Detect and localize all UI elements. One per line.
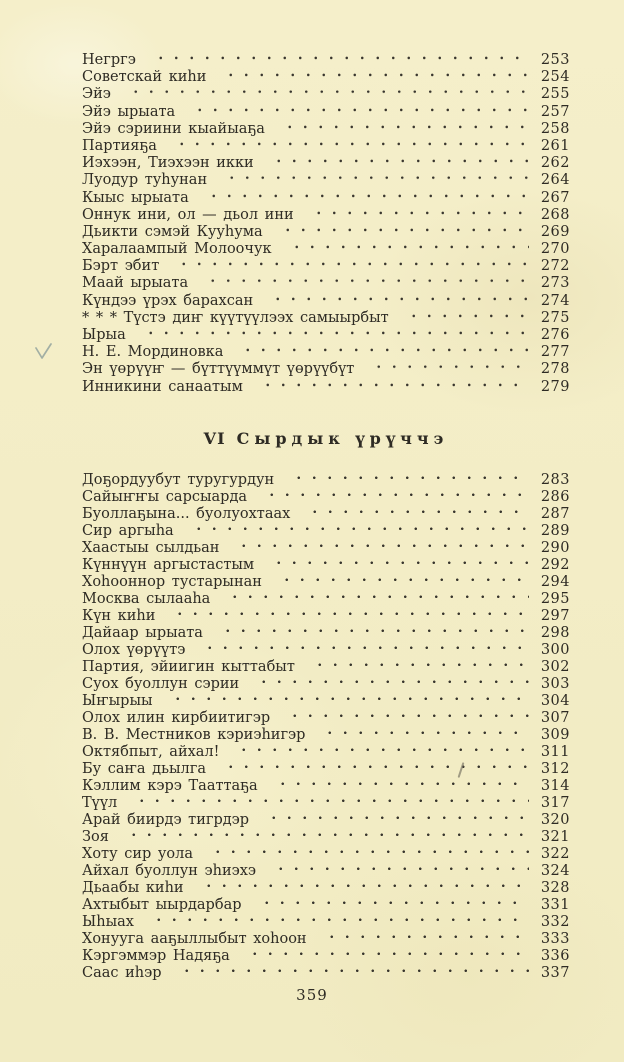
dot-leader [221,761,529,778]
dot-leader [170,608,529,625]
toc-entry [82,523,570,540]
toc-entry-title: Партияҕа [82,137,157,154]
dot-leader [190,104,529,121]
dot-leader [208,846,529,863]
toc-entry [82,489,570,506]
dot-leader [238,344,529,361]
toc-entry-title: Инникини санаатым [82,378,243,395]
toc-entry-page: 312 [540,760,570,777]
dot-leader [203,275,529,292]
toc-entry-title: Октябпыт, айхал! [82,743,220,760]
toc-entry-page: 302 [540,658,570,675]
dot-leader [268,293,529,310]
toc-entry-page: 292 [540,556,570,573]
dot-leader [199,880,529,897]
toc-entry [82,727,570,744]
toc-entry [82,190,570,207]
dot-leader [189,523,529,540]
toc-entry-page: 253 [540,52,570,68]
dot-leader [204,190,529,207]
dot-leader [124,829,529,846]
toc-entry-page: 331 [540,896,570,913]
toc-entry-title: Хоһооннор тустарынан [82,573,262,590]
toc-entry [82,344,570,361]
toc-entry [82,812,570,829]
toc-entry [82,744,570,761]
toc-entry [82,829,570,846]
toc-entry-title: Буоллаҕына... буолуохтаах [82,505,291,522]
dot-leader [278,224,529,241]
toc-entry-page: 324 [540,862,570,879]
toc-entry-page: 307 [540,709,570,726]
dot-leader [305,506,529,523]
toc-entry-page: 317 [540,794,570,811]
dot-leader [254,676,529,693]
dot-leader [271,863,529,880]
page-number: 359 [296,986,328,1004]
toc-entry-page: 333 [540,930,570,947]
toc-entry-page: 328 [540,879,570,896]
toc-entry-page: 311 [540,743,570,760]
toc-entry-page: 261 [540,137,570,154]
toc-entry-title: Зоя [82,828,109,845]
toc-entry-page: 268 [540,206,570,223]
toc-entry-title: Хонууга ааҕыллыбыт хоһоон [82,930,307,947]
toc-entry-title: Хоту сир уола [82,845,194,862]
dot-leader [141,327,529,344]
toc-entry-title: Советскай киһи [82,69,207,86]
toc-entry-title: Айхал буоллун эһиэхэ [82,862,257,879]
toc-entry-page: 286 [540,488,570,505]
toc-entry [82,138,570,155]
toc-entry [82,761,570,778]
dot-leader [200,642,529,659]
toc-entry-page: 336 [540,947,570,964]
toc-entry [82,693,570,710]
toc-entry-title: Олох илин кирбиитигэр [82,709,271,726]
toc-entry-title: Сир аргыһа [82,522,174,539]
toc-entry-title: Партия, эйиигин кыттабыт [82,658,295,675]
dot-leader [168,693,529,710]
toc-entry-page: 269 [540,223,570,240]
toc-entry-title: Эйэ сэриини кыайыаҕа [82,120,265,137]
toc-entry-page: 290 [540,539,570,556]
toc-entry [82,207,570,224]
toc-entry-title: Москва сылааһа [82,590,211,607]
toc-entry-page: 267 [540,189,570,206]
toc-entry-page: 255 [540,86,570,103]
toc-entry [82,897,570,914]
toc-entry [82,472,570,489]
dot-leader [320,727,529,744]
section-heading-numeral: VI [203,428,226,448]
dot-leader [262,489,529,506]
toc-entry-title: Күннүүн аргыстастым [82,556,255,573]
toc-entry [82,361,570,378]
toc-entry-page: 332 [540,913,570,930]
toc-entry-page: 320 [540,811,570,828]
toc-entry-title: Ырыа [82,327,126,343]
toc-entry-page: 276 [540,327,570,343]
toc-entry-title: Н. Е. Мординовка [82,344,224,361]
section-heading-title: Сырдык үрүччэ [236,428,449,448]
toc-entry [82,931,570,948]
dot-leader [218,625,529,642]
toc-entry-page: 314 [540,777,570,794]
toc-entry-page: 303 [540,675,570,692]
toc-entry [82,258,570,275]
toc-entry-page: 274 [540,292,570,309]
toc-entry [82,880,570,897]
toc-entry [82,69,570,86]
dot-leader [310,659,529,676]
toc-entry-page: 304 [540,692,570,709]
toc-entry-title: Луодур туһунан [82,172,208,189]
toc-entry-page: 289 [540,522,570,539]
toc-entry [82,121,570,138]
toc-entry-title: Дайаар ырыата [82,624,203,641]
toc-entry-page: 262 [540,155,570,172]
toc-entry-page: 254 [540,69,570,86]
toc-entry-title: Түүл [82,794,118,811]
toc-entry-title: Кыыс ырыата [82,189,189,206]
toc-entry-page: 275 [540,309,570,326]
toc-entry [82,965,570,982]
toc-entry-title: Дьикти сэмэй Кууһума [82,223,263,240]
toc-entry-title: Эйэ ырыата [82,103,176,120]
toc-entry [82,591,570,608]
toc-entry [82,625,570,642]
dot-leader [287,241,529,258]
toc-entry [82,659,570,676]
dot-leader [225,591,529,608]
toc-entry-page: 297 [540,607,570,624]
toc-entry-title: Арай биирдэ тигрдэр [82,811,250,828]
toc-entry [82,795,570,812]
dot-leader [277,574,529,591]
toc-entry [82,846,570,863]
toc-entry [82,224,570,241]
toc-entry-title: Күндээ үрэх барахсан [82,292,254,309]
toc-entry-page: 298 [540,624,570,641]
dot-leader [285,710,529,727]
toc-entry [82,863,570,880]
dot-leader [280,121,529,138]
toc-entry-title: Маай ырыата [82,275,189,292]
toc-entry [82,86,570,103]
toc-entry [82,778,570,795]
toc-entry-title: * * * Түстэ диҥ күүтүүлээх самыырбыт [82,309,389,326]
dot-leader [269,557,529,574]
dot-leader [221,69,529,86]
dot-leader [126,86,529,103]
toc-entry-title: Күн киһи [82,607,156,624]
toc-entry-title: Доҕордуубут туругурдун [82,471,275,488]
toc-entry-page: 337 [540,964,570,981]
dot-leader [269,155,529,172]
toc-entry-title: Негргэ [82,52,136,68]
dot-leader [132,795,529,812]
toc-section-list [82,472,570,982]
toc-entry-title: Ыҥырыы [82,692,153,709]
dot-leader [404,310,529,327]
toc [82,52,570,982]
toc-entry-page: 258 [540,120,570,137]
toc-section-list [82,52,570,396]
toc-entry-title: Сайыҥҥы сарсыарда [82,488,248,505]
toc-entry [82,948,570,965]
toc-entry-page: 279 [540,378,570,395]
toc-entry-title: Кэргэммэр Надяҕа [82,947,230,964]
toc-entry-page: 295 [540,590,570,607]
toc-entry [82,104,570,121]
toc-entry-page: 257 [540,103,570,120]
toc-entry [82,608,570,625]
toc-entry-page: 270 [540,241,570,258]
toc-entry-page: 300 [540,641,570,658]
toc-entry-title: Оннук ини, ол — дьол ини [82,206,294,223]
dot-leader [257,897,530,914]
toc-entry [82,574,570,591]
toc-entry-title: Эн үөрүүҥ — бүттүүммүт үөрүүбүт [82,361,355,378]
toc-entry-page: 273 [540,275,570,292]
toc-entry-page: 264 [540,172,570,189]
dot-leader [258,379,529,396]
toc-entry-title: Харалаампый Молоочук [82,241,272,258]
toc-entry [82,241,570,258]
toc-entry-title: Хаастыы сылдьан [82,539,220,556]
toc-entry-title: Саас иһэр [82,964,162,981]
dot-leader [174,258,529,275]
toc-entry [82,557,570,574]
pencil-checkmark-icon [34,343,54,361]
toc-entry [82,506,570,523]
toc-entry [82,914,570,931]
dot-leader [222,172,529,189]
toc-entry-page: 309 [540,726,570,743]
toc-entry-page: 278 [540,361,570,378]
dot-leader [177,965,529,982]
toc-entry [82,540,570,557]
toc-entry-page: 283 [540,471,570,488]
toc-entry [82,310,570,327]
dot-leader [322,931,529,948]
toc-entry-page: 321 [540,828,570,845]
toc-entry [82,327,570,344]
toc-entry-page: 277 [540,344,570,361]
toc-entry [82,293,570,310]
toc-entry-title: Ыһыах [82,913,134,930]
toc-entry-page: 272 [540,258,570,275]
toc-entry [82,155,570,172]
section-heading [82,429,570,449]
toc-entry-title: Бу саҥа дьылга [82,760,206,777]
toc-entry [82,52,570,69]
toc-entry [82,710,570,727]
dot-leader [273,778,529,795]
toc-entry [82,172,570,189]
dot-leader [264,812,529,829]
toc-entry-page: 287 [540,505,570,522]
dot-leader [369,361,529,378]
dot-leader [149,914,529,931]
toc-entry-page: 322 [540,845,570,862]
toc-entry-page: 294 [540,573,570,590]
toc-entry-title: Суох буоллун сэрии [82,675,240,692]
dot-leader [234,744,529,761]
dot-leader [289,472,529,489]
toc-entry-title: Олох үөрүүтэ [82,641,186,658]
toc-entry-title: Кэллим кэрэ Тааттаҕа [82,777,258,794]
toc-entry-title: Дьаабы киһи [82,879,184,896]
dot-leader [151,52,529,69]
dot-leader [234,540,529,557]
toc-entry-title: В. В. Местников кэриэһигэр [82,726,306,743]
toc-entry-title: Иэхээн, Тиэхээн икки [82,155,254,172]
toc-entry [82,275,570,292]
toc-entry-title: Бэрт эбит [82,258,160,275]
dot-leader [245,948,529,965]
toc-entry [82,379,570,396]
toc-entry [82,676,570,693]
toc-entry-title: Ахтыбыт ыырдарбар [82,896,242,913]
dot-leader [309,207,529,224]
toc-entry-title: Эйэ [82,86,111,103]
toc-entry [82,642,570,659]
dot-leader [172,138,529,155]
